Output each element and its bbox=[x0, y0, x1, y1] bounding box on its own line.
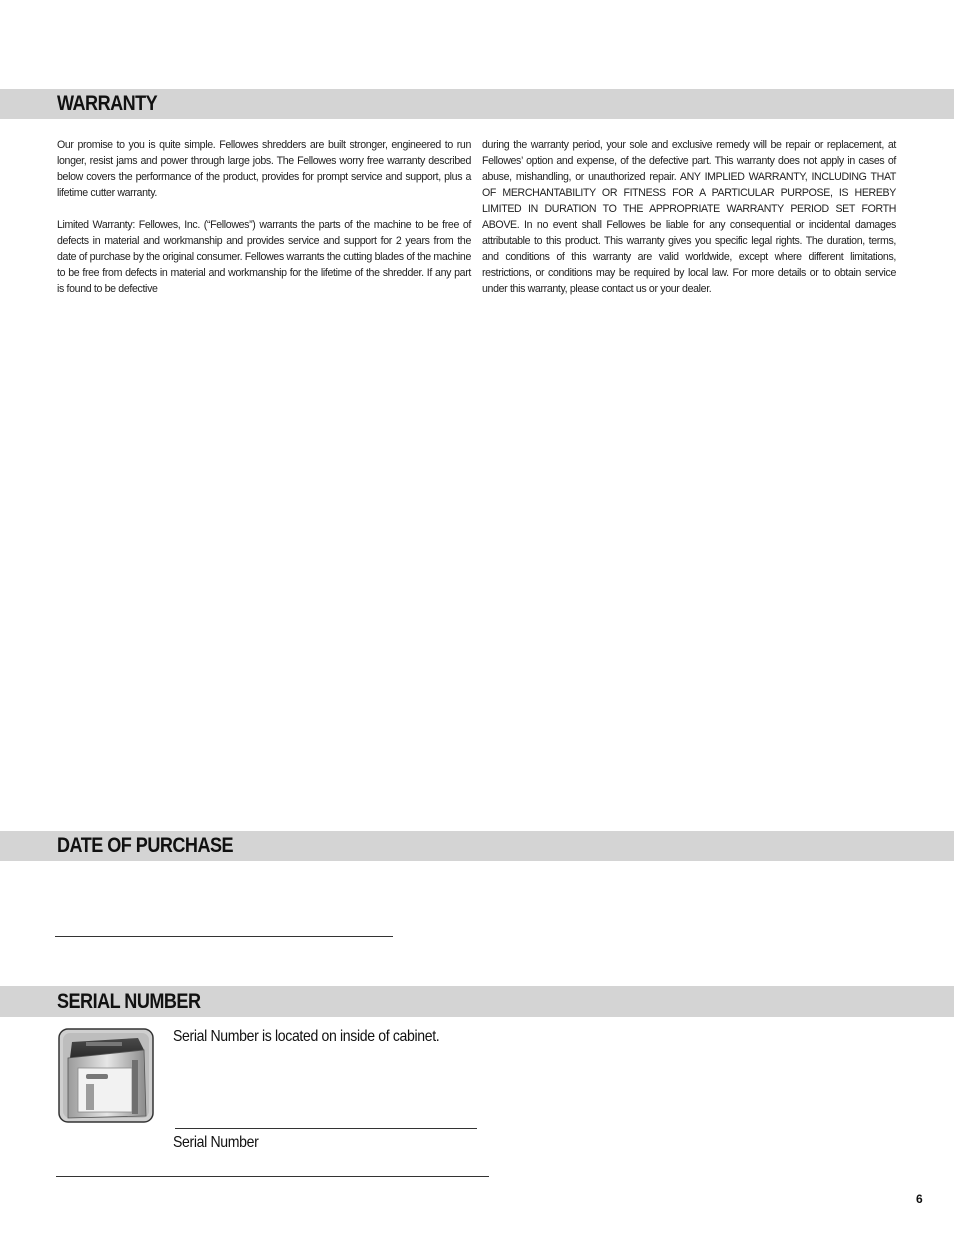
warranty-paragraph-promise: Our promise to you is quite simple. Fellowes shredders are built stronger, engineered to run longer, resist jams and power through large jobs. The Fellowes worry free warranty described below covers the performance of the product, provides for prompt service and support, plus a lifetime cutter warranty. bbox=[57, 139, 471, 199]
serial-number-write-line[interactable] bbox=[175, 1128, 477, 1129]
warranty-paragraph-continued: during the warranty period, your sole and exclusive remedy will be repair or replacement, at Fellowes’ option and expense, of the defective part. This warranty does not apply in cases of abuse, mishandling, or unauthorized repair. ANY IMPLIED WARRANTY, INCLUDING THAT OF MERCHANTABILITY OR FITNESS FOR A PARTICULAR PURPOSE, IS HEREBY LIMITED IN DURATION TO THE APPROPRIATE WARRANTY PERIOD SET FORTH ABOVE. In no event shall Fellowes be liable for any consequential or incidental damages attributable to this product. This warranty gives you specific legal rights. The duration, terms, and conditions of this warranty are valid worldwide, except where different limitations, restrictions, or conditions may be required by local law. For more details or to obtain service under this warranty, please contact us or your dealer. bbox=[482, 139, 896, 295]
warranty-text-column-left bbox=[57, 137, 471, 313]
serial-number-header-band bbox=[0, 986, 954, 1017]
date-of-purchase-header-band bbox=[0, 831, 954, 861]
shredder-cabinet-image bbox=[58, 1028, 154, 1123]
serial-number-heading: SERIAL NUMBER bbox=[57, 990, 201, 1013]
warranty-paragraph-limited: Limited Warranty: Fellowes, Inc. (“Fellowes”) warrants the parts of the machine to be free of defects in material and workmanship and provides service and support for 2 years from the date of purchase by the original consumer. Fellowes warrants the cutting blades of the machine to be free from defects in material and workmanship for the lifetime of the shredder. If any part is found to be defective bbox=[57, 219, 471, 295]
serial-number-field-label: Serial Number bbox=[173, 1134, 259, 1151]
date-of-purchase-write-line[interactable] bbox=[55, 936, 393, 937]
date-of-purchase-heading: DATE OF PURCHASE bbox=[57, 834, 234, 857]
warranty-heading: WARRANTY bbox=[57, 92, 158, 115]
page-number: 6 bbox=[916, 1192, 923, 1206]
bottom-divider-line bbox=[56, 1176, 489, 1177]
warranty-header-band bbox=[0, 89, 954, 119]
warranty-text-column-right bbox=[482, 137, 896, 313]
serial-number-location-note: Serial Number is located on inside of cabinet. bbox=[173, 1028, 440, 1045]
